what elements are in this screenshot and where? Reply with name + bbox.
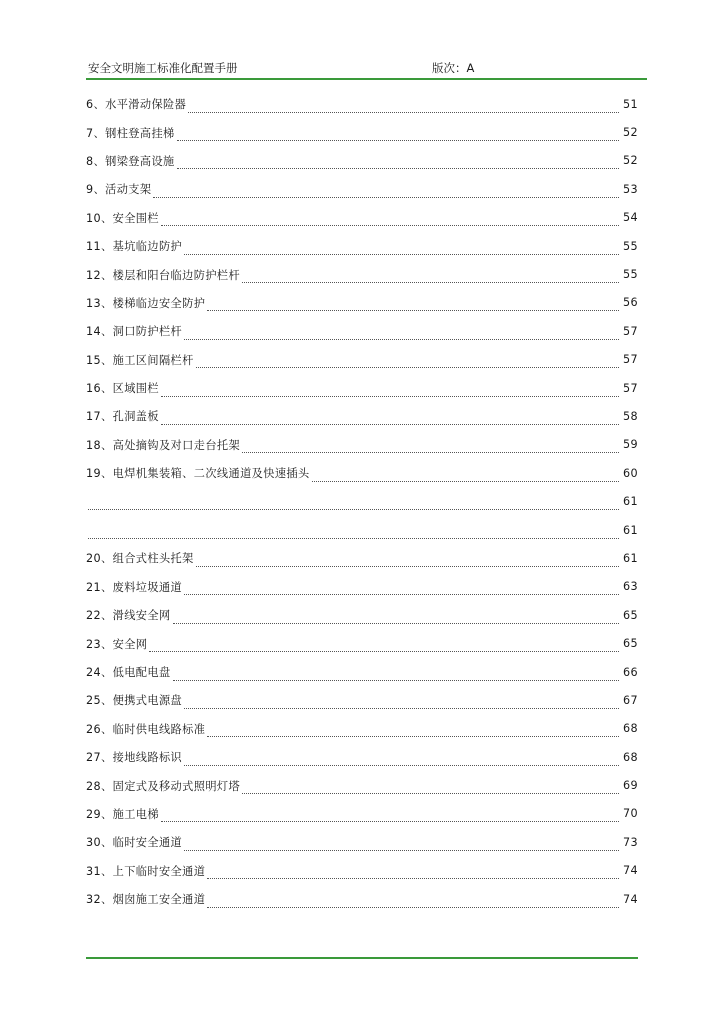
toc-entry-page-number: 58 xyxy=(622,409,638,423)
toc-entry-page-number: 59 xyxy=(622,438,638,452)
toc-entry-page-number: 73 xyxy=(622,835,638,849)
toc-dot-leader xyxy=(184,755,619,766)
toc-dot-leader xyxy=(196,556,619,567)
footer-divider xyxy=(86,957,638,959)
toc-entry-label: 18、高处摘钩及对口走台托架 xyxy=(86,438,241,452)
toc-entry-label: 11、基坑临边防护 xyxy=(86,240,183,254)
toc-dot-leader xyxy=(188,102,619,113)
toc-entry-page-number: 61 xyxy=(622,551,638,565)
toc-entry[interactable] xyxy=(86,232,638,260)
toc-entry-page-number: 68 xyxy=(622,750,638,764)
toc-entry-label: 12、楼层和阳台临边防护栏杆 xyxy=(86,268,241,282)
toc-entry-page-number: 51 xyxy=(622,97,638,111)
toc-entry[interactable] xyxy=(86,374,638,402)
toc-entry[interactable] xyxy=(86,771,638,799)
toc-entry[interactable] xyxy=(86,289,638,317)
toc-dot-leader xyxy=(207,300,619,311)
toc-entry-label: 25、便携式电源盘 xyxy=(86,694,183,708)
toc-dot-leader xyxy=(88,528,619,539)
toc-entry[interactable] xyxy=(86,885,638,913)
toc-dot-leader xyxy=(177,158,619,169)
toc-dot-leader xyxy=(88,499,619,510)
toc-entry-page-number: 56 xyxy=(622,296,638,310)
toc-entry-label: 14、洞口防护栏杆 xyxy=(86,325,183,339)
toc-entry-label: 13、楼梯临边安全防护 xyxy=(86,296,206,310)
toc-entry-page-number: 74 xyxy=(622,892,638,906)
toc-entry-page-number: 67 xyxy=(622,693,638,707)
toc-entry[interactable] xyxy=(86,317,638,345)
toc-entry-page-number: 54 xyxy=(622,211,638,225)
toc-entry[interactable] xyxy=(86,544,638,572)
toc-dot-leader xyxy=(312,471,619,482)
toc-entry-page-number: 63 xyxy=(622,580,638,594)
toc-entry-page-number: 61 xyxy=(622,523,638,537)
toc-entry-page-number: 68 xyxy=(622,722,638,736)
toc-entry-label: 9、活动支架 xyxy=(86,183,152,197)
toc-entry-page-number: 52 xyxy=(622,154,638,168)
toc-entry[interactable] xyxy=(86,658,638,686)
toc-entry[interactable] xyxy=(86,175,638,203)
toc-entry-label: 8、钢梁登高设施 xyxy=(86,154,175,168)
toc-entry[interactable] xyxy=(86,800,638,828)
toc-entry-label: 27、接地线路标识 xyxy=(86,751,183,765)
toc-entry[interactable] xyxy=(86,402,638,430)
toc-entry[interactable] xyxy=(86,601,638,629)
toc-dot-leader xyxy=(177,130,619,141)
toc-entry[interactable] xyxy=(86,629,638,657)
toc-entry-label: 24、低电配电盘 xyxy=(86,666,171,679)
toc-dot-leader xyxy=(184,584,619,595)
version-label: 版次：A xyxy=(432,61,475,75)
toc-entry-label: 7、钢柱登高挂梯 xyxy=(86,126,175,140)
toc-dot-leader xyxy=(184,840,619,851)
toc-entry[interactable] xyxy=(86,828,638,856)
toc-dot-leader xyxy=(161,386,619,397)
toc-entry-page-number: 66 xyxy=(622,665,638,679)
toc-entry[interactable] xyxy=(86,346,638,374)
toc-entry-label: 10、安全围栏 xyxy=(86,211,159,225)
toc-entry-label: 26、临时供电线路标准 xyxy=(86,722,206,736)
toc-entry[interactable] xyxy=(86,459,638,487)
header-divider xyxy=(86,78,647,80)
toc-dot-leader xyxy=(149,641,619,652)
toc-dot-leader xyxy=(161,215,619,226)
table-of-contents xyxy=(86,90,638,913)
toc-entry-page-number: 57 xyxy=(622,381,638,395)
toc-dot-leader xyxy=(207,897,619,908)
toc-entry-label: 17、孔洞盖板 xyxy=(86,410,159,424)
toc-dot-leader xyxy=(207,726,619,737)
toc-dot-leader xyxy=(242,442,619,453)
toc-entry-page-number: 65 xyxy=(622,637,638,651)
toc-dot-leader xyxy=(242,783,619,794)
toc-entry[interactable] xyxy=(86,857,638,885)
toc-entry-page-number: 65 xyxy=(622,608,638,622)
toc-entry-page-number: 74 xyxy=(622,864,638,878)
toc-entry-page-number: 61 xyxy=(622,495,638,509)
toc-entry[interactable] xyxy=(86,260,638,288)
toc-dot-leader xyxy=(173,613,619,624)
toc-entry[interactable] xyxy=(86,487,638,515)
toc-entry-label: 21、废料垃圾通道 xyxy=(86,580,183,594)
toc-entry-label: 20、组合式柱头托架 xyxy=(86,552,194,566)
toc-entry-page-number: 53 xyxy=(622,182,638,196)
toc-entry-label: 6、水平滑动保险器 xyxy=(86,98,187,112)
document-title: 安全文明施工标准化配置手册 xyxy=(88,61,238,75)
toc-entry[interactable] xyxy=(86,147,638,175)
toc-entry-page-number: 52 xyxy=(622,126,638,140)
toc-dot-leader xyxy=(161,811,619,822)
page-header xyxy=(86,58,646,78)
toc-entry-page-number: 57 xyxy=(622,353,638,367)
toc-dot-leader xyxy=(161,414,619,425)
toc-dot-leader xyxy=(173,670,619,681)
toc-dot-leader xyxy=(184,329,619,340)
toc-entry-page-number: 55 xyxy=(622,268,638,282)
toc-entry-page-number: 70 xyxy=(622,807,638,821)
toc-dot-leader xyxy=(207,868,619,879)
toc-entry[interactable] xyxy=(86,90,638,118)
toc-entry[interactable] xyxy=(86,431,638,459)
toc-entry-label: 23、安全网 xyxy=(86,637,148,651)
toc-entry-label: 28、固定式及移动式照明灯塔 xyxy=(86,779,241,793)
toc-entry-label: 32、烟囱施工安全通道 xyxy=(86,893,206,907)
toc-entry-label: 29、施工电梯 xyxy=(86,807,159,821)
toc-entry[interactable] xyxy=(86,686,638,714)
toc-entry-label: 15、施工区间隔栏杆 xyxy=(86,353,194,367)
toc-entry-label: 31、上下临时安全通道 xyxy=(86,864,206,878)
toc-entry-page-number: 57 xyxy=(622,324,638,338)
toc-dot-leader xyxy=(153,187,619,198)
toc-dot-leader xyxy=(196,357,619,368)
toc-entry[interactable] xyxy=(86,573,638,601)
toc-entry[interactable] xyxy=(86,743,638,771)
toc-entry-page-number: 55 xyxy=(622,239,638,253)
toc-entry[interactable] xyxy=(86,118,638,146)
toc-entry-label: 16、区域围栏 xyxy=(86,382,159,396)
toc-entry-label: 22、滑线安全网 xyxy=(86,609,171,623)
toc-dot-leader xyxy=(242,272,619,283)
toc-entry-page-number: 60 xyxy=(622,466,638,480)
toc-entry-label: 30、临时安全通道 xyxy=(86,836,183,850)
toc-entry[interactable] xyxy=(86,204,638,232)
toc-dot-leader xyxy=(184,698,619,709)
toc-entry[interactable] xyxy=(86,715,638,743)
toc-entry-page-number: 69 xyxy=(622,779,638,793)
toc-entry-label: 19、电焊机集装箱、二次线通道及快速插头 xyxy=(86,467,310,481)
toc-dot-leader xyxy=(184,244,619,255)
toc-entry[interactable] xyxy=(86,516,638,544)
